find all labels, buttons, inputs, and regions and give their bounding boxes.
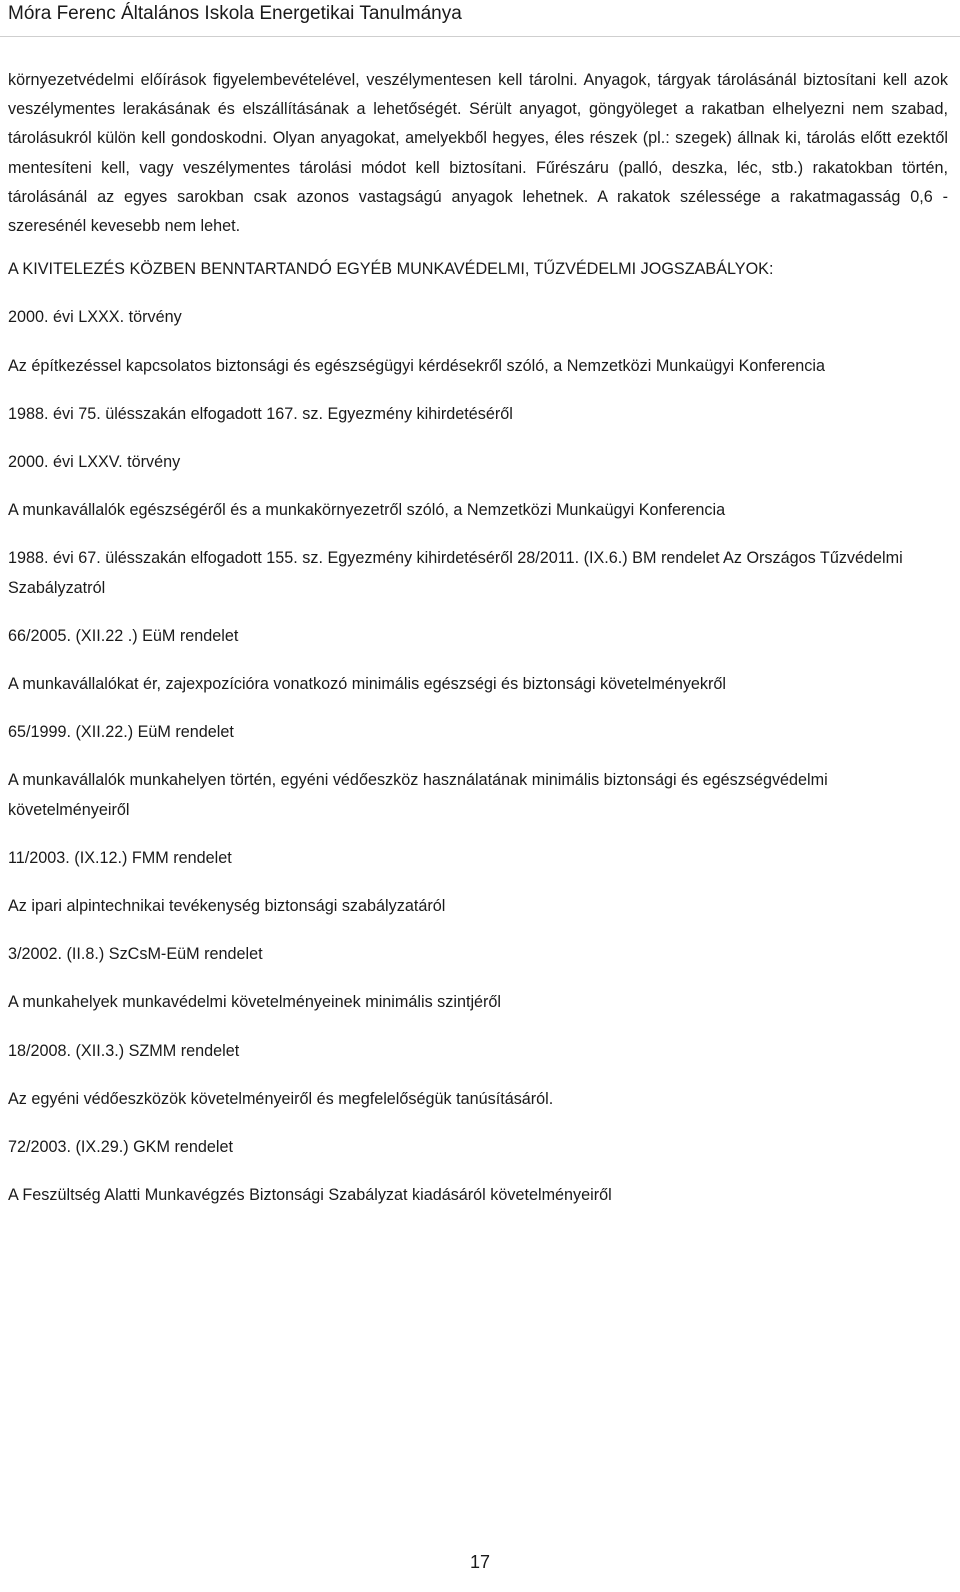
regulation-item: 18/2008. (XII.3.) SZMM rendelet [8, 1041, 240, 1060]
regulation-item: A munkahelyek munkavédelmi követelményeinek minimális szintjéről [8, 993, 502, 1012]
regulation-item: 66/2005. (XII.22 .) EüM rendelet [8, 626, 239, 645]
regulation-item: 1988. évi 75. ülésszakán elfogadott 167. sz. Egyezmény kihirdetéséről [8, 404, 513, 423]
regulation-item: 11/2003. (IX.12.) FMM rendelet [8, 848, 232, 867]
regulation-item: 2000. évi LXXX. törvény [8, 308, 182, 327]
section-heading: A KIVITELEZÉS KÖZBEN BENNTARTANDÓ EGYÉB MUNKAVÉDELMI, TŰZVÉDELMI JOGSZABÁLYOK: [8, 260, 774, 279]
regulation-item: A munkavállalók munkahelyen történ, egyéni védőeszköz használatának minimális biztonsági és egészségvédelmi követelményeiről [8, 771, 828, 819]
intro-paragraph: környezetvédelmi előírások figyelembevételével, veszélymentesen kell tárolni. Anyagok, tárgyak tárolásánál biztosítani kell azok veszélymentes lerakásának és elszállításának a lehetőségét. Sérült anyagot, göngyöleget a rakatban elhelyezni nem szabad, tárolásukról külön kell gondoskodni. Olyan anyagokat, amelyekből hegyes, éles részek (pl.: szegek) állnak ki, tárolás előtt ezektől mentesíteni kell, vagy veszélymentes tárolási módot kell biztosítani. Fűrészáru (palló, deszka, léc, stb.) rakatokban történ, tárolásánál az egyes sarokban csak azonos vastagságú anyagok lehetnek. A rakatok szélessége a rakatmagasság 0,6 - szeresénél kevesebb nem lehet. [8, 71, 948, 236]
regulation-item: A munkavállalók egészségéről és a munkakörnyezetről szóló, a Nemzetközi Munkaügyi Konferencia [8, 501, 726, 520]
regulation-item: A munkavállalókat ér, zajexpozícióra vonatkozó minimális egészségi és biztonsági követelményekről [8, 675, 727, 694]
page-number: 17 [469, 1552, 491, 1572]
header-title: Móra Ferenc Általános Iskola Energetikai Tanulmánya [8, 3, 462, 24]
document-body [8, 66, 948, 1229]
regulation-item: Az építkezéssel kapcsolatos biztonsági és egészségügyi kérdésekről szóló, a Nemzetközi Munkaügyi Konferencia [8, 356, 825, 375]
regulation-item: 2000. évi LXXV. törvény [8, 453, 181, 472]
regulation-item: A Feszültség Alatti Munkavégzés Biztonsági Szabályzat kiadásáról követelményeiről [8, 1186, 612, 1205]
regulation-item: 72/2003. (IX.29.) GKM rendelet [8, 1138, 233, 1157]
header-divider [0, 36, 960, 37]
regulation-item: 65/1999. (XII.22.) EüM rendelet [8, 723, 234, 742]
regulation-item: 3/2002. (II.8.) SzCsM-EüM rendelet [8, 945, 263, 964]
regulation-item: Az ipari alpintechnikai tevékenység biztonsági szabályzatáról [8, 897, 446, 916]
regulation-item: Az egyéni védőeszközök követelményeiről és megfelelőségük tanúsításáról. [8, 1089, 554, 1108]
regulation-item: 1988. évi 67. ülésszakán elfogadott 155. sz. Egyezmény kihirdetéséről 28/2011. (IX.6.) BM rendelet Az Országos Tűzvédelmi Szabályzatról [8, 549, 903, 597]
